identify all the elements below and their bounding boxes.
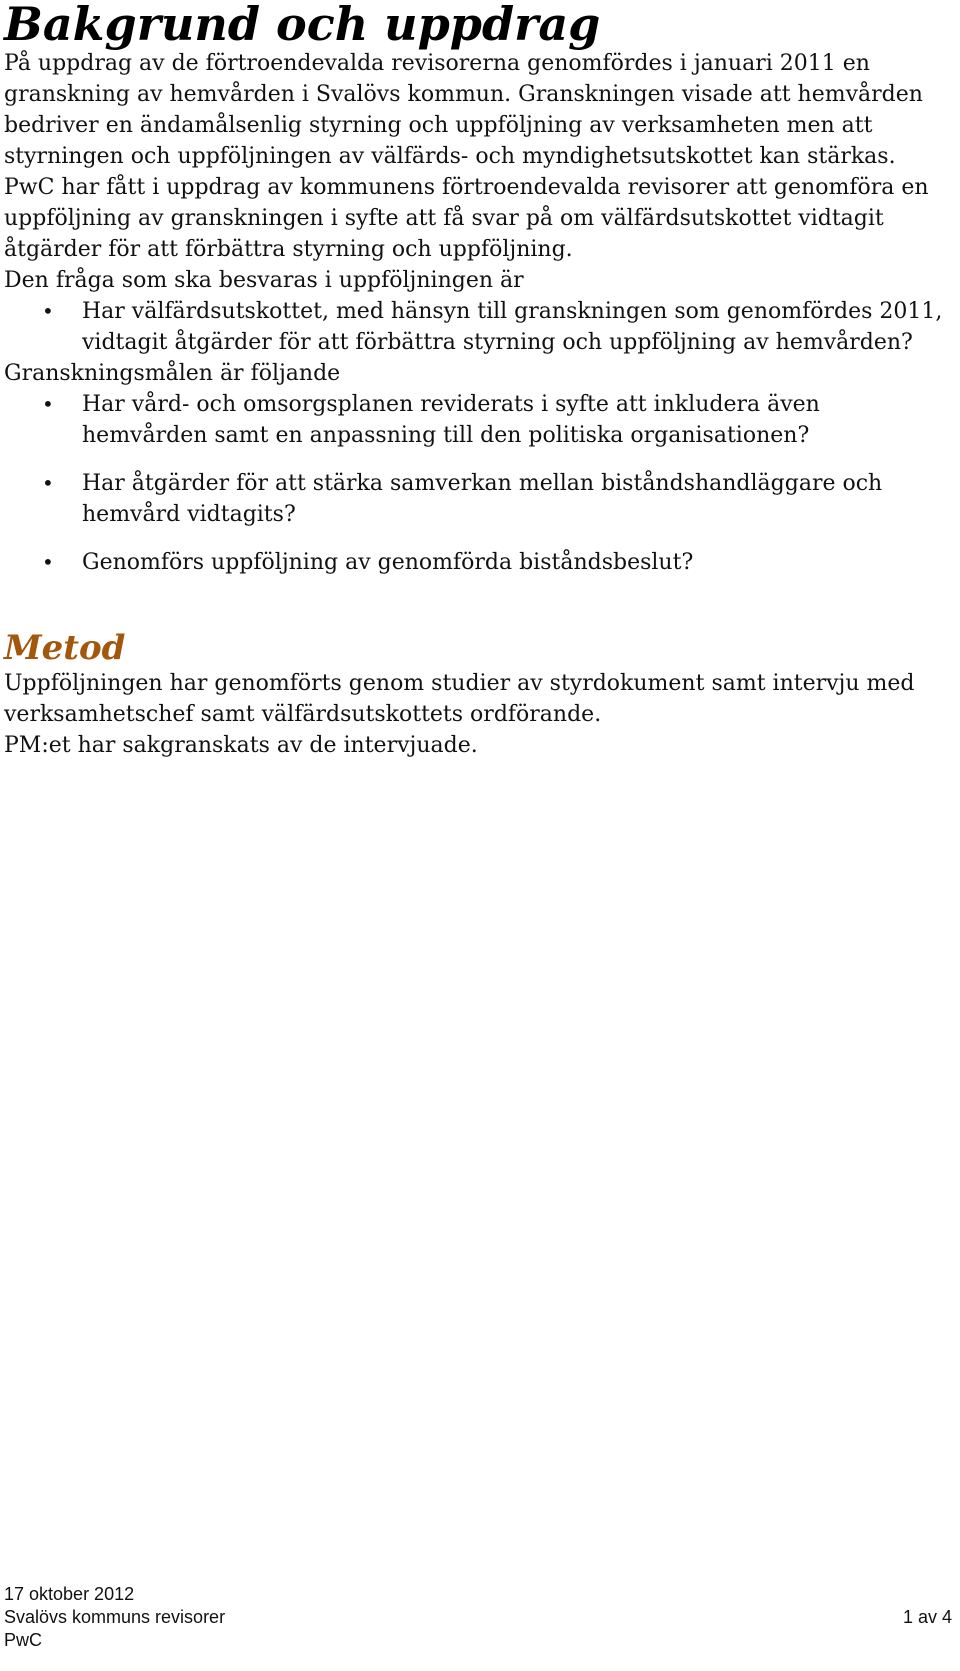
bullet-icon: • [42,299,54,323]
page-number: 1 av 4 [902,1607,952,1627]
list-item-text: Har vård- och omsorgsplanen reviderats i syfte att inkludera även hemvården samt en anpassning till den politiska organisationen? [82,392,820,448]
goals-list [4,389,949,578]
list-item-text: Har välfärdsutskottet, med hänsyn till granskningen som genomfördes 2011, vidtagit åtgärder för att förbättra styrning och uppföljning av hemvården? [82,299,943,355]
page-footer [4,1583,952,1652]
bullet-icon: • [42,550,54,574]
page-title: Bakgrund och uppdrag [4,0,601,51]
list-item-text: Genomförs uppföljning av genomförda biståndsbeslut? [82,550,694,575]
footer-date: 17 oktober 2012 [4,1584,135,1604]
goals-intro-paragraph: Granskningsmålen är följande [4,361,341,386]
footer-author: PwC [4,1630,43,1650]
method-paragraph: Uppföljningen har genomförts genom studier av styrdokument samt intervju med verksamhetschef samt välfärdsutskottets ordförande. [4,671,915,727]
method-heading: Metod [4,628,126,668]
footer-author-line [4,1629,952,1652]
list-item [4,468,949,530]
assignment-paragraph: PwC har fått i uppdrag av kommunens förtroendevalda revisorer att genomföra en uppföljning av granskningen i syfte att få svar på om välfärdsutskottet vidtagit åtgärder för att förbättra styrning och uppföljning. [4,175,929,262]
question-intro-paragraph: Den fråga som ska besvaras i uppföljningen är [4,268,524,293]
review-paragraph: PM:et har sakgranskats av de intervjuade. [4,733,478,758]
footer-date-line [4,1583,952,1606]
bullet-icon: • [42,471,54,495]
footer-organization-line [4,1606,952,1629]
document-content [4,0,949,761]
intro-paragraph: På uppdrag av de förtroendevalda revisorerna genomfördes i januari 2011 en granskning av hemvården i Svalövs kommun. Granskningen visade att hemvården bedriver en ändamålsenlig styrning och uppföljning av verksamheten men att styrningen och uppföljningen av välfärds- och myndighetsutskottet kan stärkas. [4,51,923,169]
list-item-text: Har åtgärder för att stärka samverkan mellan biståndshandläggare och hemvård vidtagits? [82,471,883,527]
bullet-icon: • [42,392,54,416]
list-item [4,547,949,578]
footer-organization: Svalövs kommuns revisorer [4,1607,226,1627]
question-list [4,296,949,358]
list-item [4,296,949,358]
list-item [4,389,949,451]
